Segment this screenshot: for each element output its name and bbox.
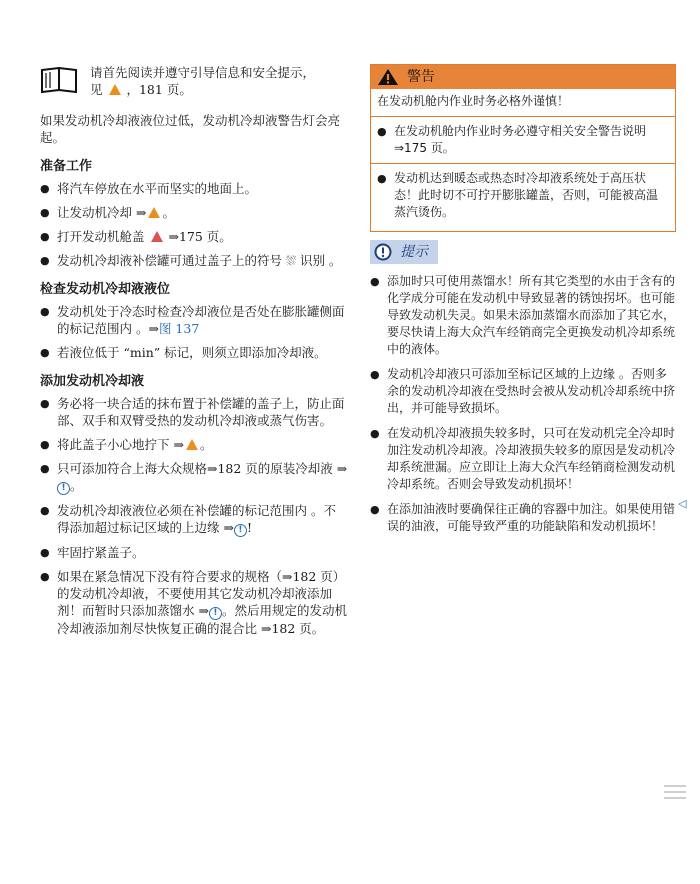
section-end-arrow-icon: ◁ <box>678 497 687 510</box>
figure-link[interactable]: 图 137 <box>158 321 200 336</box>
tip-body <box>370 273 676 535</box>
prep-list <box>40 180 348 269</box>
intro-block <box>40 64 348 98</box>
list-item: ● 将此盖子小心地拧下 ⇒ 。 <box>40 436 348 453</box>
warning-triangle-icon <box>109 84 121 95</box>
list-item: ● 在发动机舱内作业时务必遵守相关安全警告说明 ⇒175 页。 <box>371 123 675 164</box>
menu-lines-icon[interactable] <box>664 785 686 803</box>
warning-triangle-icon <box>186 439 198 450</box>
list-item: ● 务必将一块合适的抹布置于补偿罐的盖子上，防止面部、双手和双臂受热的发动机冷却液或蒸气伤害。 <box>40 395 348 429</box>
warning-triangle-icon <box>377 68 399 86</box>
list-item: ● 牢固拧紧盖子。 <box>40 544 348 561</box>
list-item: ● 若液位低于 “min” 标记，则须立即添加冷却液。 <box>40 344 348 361</box>
list-item: ● 在发动机冷却液损失较多时，只可在发动机完全冷却时加注发动机冷却液。冷却液损失较多的原因是发动机冷却系统泄漏。应立即让上海大众汽车经销商检测发动机冷却系统。否则会导致发动机损坏！ <box>370 425 676 493</box>
warning-triangle-icon <box>151 231 163 242</box>
add-list <box>40 395 348 637</box>
notice-circle-icon: ! <box>234 524 247 537</box>
notice-circle-icon: ! <box>57 482 70 495</box>
list-item: ● 发动机达到暖态或热态时冷却液系统处于高压状态！此时切不可拧开膨胀罐盖，否则，可能被高温蒸汽烫伤。 <box>377 170 669 227</box>
intro-line-1: 请首先阅读并遵守引导信息和安全提示， <box>90 65 316 80</box>
section-title-add: 添加发动机冷却液 <box>40 374 145 389</box>
check-list <box>40 303 348 361</box>
list-item: ● 将汽车停放在水平而坚实的地面上。 <box>40 180 348 197</box>
warning-header <box>371 65 675 89</box>
intro-line-2: 见 ，181 页。 <box>90 82 192 97</box>
list-item: ● 让发动机冷却 ⇒ 。 <box>40 204 348 221</box>
right-column <box>370 64 676 543</box>
info-circle-icon <box>374 243 392 261</box>
tip-header <box>370 240 438 264</box>
list-item: ● 在添加油液时要确保往正确的容器中加注。如果使用错误的油液，可能导致严重的功能缺陷和发动机损坏！ <box>370 501 676 535</box>
list-item: ● 只可添加符合上海大众规格⇒182 页的原装冷却液 ⇒! 。 <box>40 460 348 495</box>
tip-title: 提示 <box>400 243 428 260</box>
coolant-warning-paragraph: 如果发动机冷却液液位过低，发动机冷却液警告灯会亮起。 <box>40 113 341 145</box>
warning-box <box>370 64 676 232</box>
notice-circle-icon: ! <box>209 607 222 620</box>
list-item: ● 如果在紧急情况下没有符合要求的规格（⇒182 页）的发动机冷却液，不要使用其它发动机冷却液添加剂！而暂时只添加蒸馏水 ⇒ ! 。然后用规定的发动机冷却液添加剂尽快恢复正确的混合比 ⇒182 页。 <box>40 568 348 637</box>
list-item: ● 打开发动机舱盖 ⇒175 页。 <box>40 228 348 245</box>
open-book-icon <box>40 66 78 94</box>
section-title-check: 检查发动机冷却液液位 <box>40 282 171 297</box>
list-item: ● 发动机处于冷态时检查冷却液位是否处在膨胀罐侧面的标记范围内 。⇒图 137 <box>40 303 348 337</box>
section-title-prep: 准备工作 <box>40 159 93 174</box>
list-item: ● 发动机冷却液补偿罐可通过盖子上的符号 ⛆ 识别 。 <box>40 252 348 269</box>
warning-triangle-icon <box>148 207 160 218</box>
list-item: ● 发动机冷却液只可添加至标记区域的上边缘 。否则多余的发动机冷却液在受热时会被从发动机冷却系统中挤出，并可能导致损坏。 <box>370 366 676 417</box>
list-item: ● 发动机冷却液液位必须在补偿罐的标记范围内 。不得添加超过标记区域的上边缘 ⇒ ! ! <box>40 502 348 537</box>
warning-title: 警告 <box>407 68 435 85</box>
left-column <box>40 64 348 644</box>
list-item: ● 添加时只可使用蒸馏水！所有其它类型的水由于含有的化学成分可能在发动机中导致显著的锈蚀拐坏。也可能导致发动机失灵。如果未添加蒸馏水而添加了其它水，要尽快请上海大众汽车经销商完全更换发动机冷却系统中的液体。 <box>370 273 676 358</box>
warning-lead: 在发动机舱内作业时务必格外谨慎！ <box>371 93 675 117</box>
warning-body <box>371 89 675 231</box>
